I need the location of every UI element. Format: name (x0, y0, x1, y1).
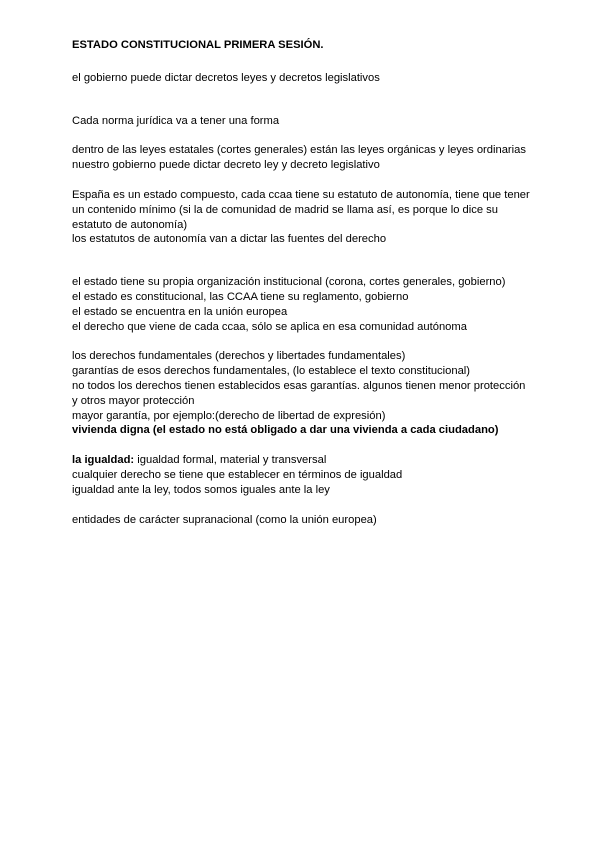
paragraph-estado-compuesto-line-1: España es un estado compuesto, cada ccaa tiene su estatuto de autonomía, tiene que tener (72, 188, 530, 201)
igualdad-text: igualdad formal, material y transversal (134, 454, 327, 467)
paragraph-leyes-estatales-line-1: dentro de las leyes estatales (cortes generales) están las leyes orgánicas y leyes ordinarias (72, 144, 526, 157)
paragraph-igualdad-line-3: igualdad ante la ley, todos somos iguales ante la ley (72, 483, 330, 496)
spacer (72, 173, 532, 188)
spacer (72, 498, 532, 513)
paragraph-vivienda-digna: vivienda digna (el estado no está obligado a dar una vivienda a cada ciudadano) (72, 424, 499, 437)
paragraph-derechos-line-3: no todos los derechos tienen establecidos esas garantías. algunos tienen menor protección (72, 379, 526, 392)
spacer (72, 438, 532, 453)
paragraph-organizacion-line-3: el estado se encuentra en la unión europea (72, 305, 288, 318)
spacer (72, 247, 532, 275)
paragraph-decretos: el gobierno puede dictar decretos leyes y decretos legislativos (72, 71, 380, 84)
paragraph-organizacion-line-4: el derecho que viene de cada ccaa, sólo se aplica en esa comunidad autónoma (72, 320, 467, 333)
paragraph-supranacional: entidades de carácter supranacional (como la unión europea) (72, 513, 377, 526)
paragraph-derechos-line-4: y otros mayor protección (72, 394, 195, 407)
document-body (72, 38, 532, 527)
paragraph-norma-juridica: Cada norma jurídica va a tener una forma (72, 114, 280, 127)
paragraph-leyes-estatales-line-2: nuestro gobierno puede dictar decreto ley y decreto legislativo (72, 159, 380, 172)
paragraph-estado-compuesto-line-3: estatuto de autonomía) (72, 218, 188, 231)
spacer (72, 128, 532, 143)
paragraph-igualdad-line-2: cualquier derecho se tiene que establecer en términos de igualdad (72, 468, 403, 481)
spacer (72, 86, 532, 114)
spacer (72, 334, 532, 349)
document-title: ESTADO CONSTITUCIONAL PRIMERA SESIÓN. (72, 39, 324, 51)
paragraph-derechos-line-5: mayor garantía, por ejemplo:(derecho de libertad de expresión) (72, 409, 386, 422)
paragraph-derechos-line-2: garantías de esos derechos fundamentales, (lo establece el texto constitucional) (72, 365, 471, 378)
paragraph-organizacion-line-1: el estado tiene su propia organización institucional (corona, cortes generales, gobierno) (72, 276, 506, 289)
paragraph-igualdad-line-1 (72, 453, 532, 468)
igualdad-heading: la igualdad: (72, 454, 135, 467)
paragraph-estado-compuesto-line-4: los estatutos de autonomía van a dictar las fuentes del derecho (72, 233, 387, 246)
paragraph-organizacion-line-2: el estado es constitucional, las CCAA tiene su reglamento, gobierno (72, 290, 409, 303)
spacer (72, 53, 532, 71)
paragraph-estado-compuesto-line-2: un contenido mínimo (si la de comunidad de madrid se llama así, es porque lo dice su (72, 203, 498, 216)
paragraph-derechos-line-1: los derechos fundamentales (derechos y libertades fundamentales) (72, 350, 406, 363)
